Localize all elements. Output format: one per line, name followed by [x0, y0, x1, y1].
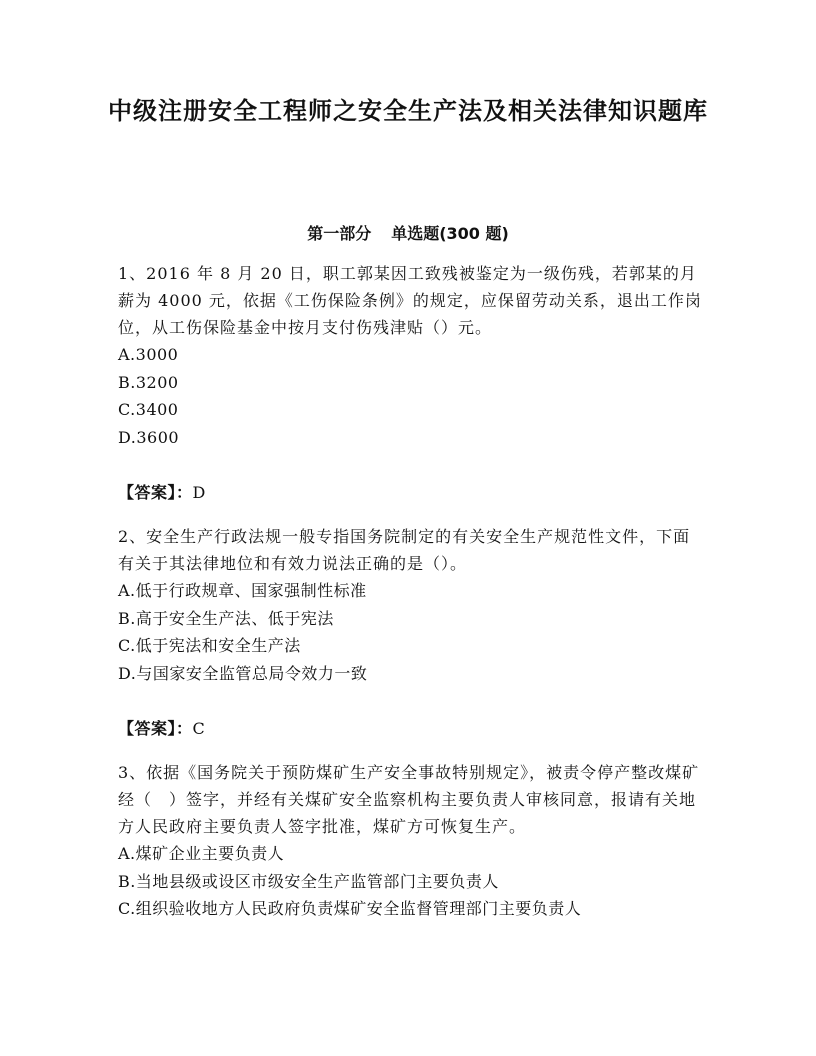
section-part: 第一部分	[307, 224, 372, 243]
option-a: A.煤矿企业主要负责人	[118, 844, 285, 863]
option-b: B.高于安全生产法、低于宪法	[118, 608, 334, 628]
answer-line	[118, 481, 704, 505]
answer-line	[118, 717, 704, 741]
option-d: D.与国家安全监管总局令效力一致	[118, 663, 368, 683]
question-list	[118, 260, 704, 923]
question-stem: 3、依据《国务院关于预防煤矿生产安全事故特别规定》，被责令停产整改煤矿经（ ）签字，并经有关煤矿安全监察机构主要负责人审核同意，报请有关地方人民政府主要负责人签字批准，煤矿方可恢复生产。	[118, 763, 700, 836]
option-a: A.3000	[118, 345, 179, 364]
document-title: 中级注册安全工程师之安全生产法及相关法律知识题库	[108, 97, 708, 125]
option-b: B.3200	[118, 372, 179, 392]
section-heading	[0, 222, 816, 246]
answer-value: D	[192, 483, 206, 502]
option-c: C.组织验收地方人民政府负责煤矿安全监督管理部门主要负责人	[118, 899, 582, 918]
question-1	[118, 260, 704, 505]
question-stem: 2、安全生产行政法规一般专指国务院制定的有关安全生产规范性文件，下面有关于其法律地位和有效力说法正确的是（）。	[118, 527, 691, 573]
question-3	[118, 759, 704, 923]
option-c: C.3400	[118, 400, 179, 419]
option-d: D.3600	[118, 427, 180, 447]
answer-label: 【答案】：	[118, 483, 193, 502]
option-a: A.低于行政规章、国家强制性标准	[118, 581, 367, 600]
question-stem: 1、2016 年 8 月 20 日，职工郭某因工致残被鉴定为一级伤残，若郭某的月薪为 4000 元，依据《工伤保险条例》的规定，应保留劳动关系，退出工作岗位，从工伤保险基金中按月支付伤残津贴（）元。	[118, 264, 702, 337]
question-2	[118, 523, 704, 741]
answer-label: 【答案】：	[118, 719, 193, 738]
section-title: 单选题(300 题)	[391, 224, 509, 243]
option-b: B.当地县级或设区市级安全生产监管部门主要负责人	[118, 871, 499, 891]
option-c: C.低于宪法和安全生产法	[118, 636, 301, 655]
answer-value: C	[192, 719, 206, 738]
